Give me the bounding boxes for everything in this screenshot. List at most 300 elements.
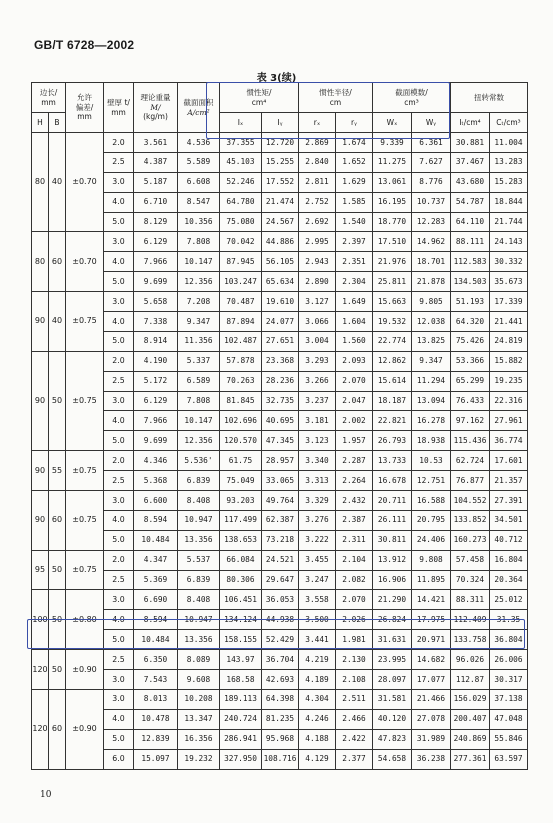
table-cell: 21.441 [490,312,528,332]
cell-H: 90 [32,292,49,352]
table-cell: 10.737 [412,192,451,212]
table-row [32,610,528,630]
cell-tolerance: ±0.90 [66,689,104,769]
table-cell: 10.947 [178,610,220,630]
table-row [32,590,528,610]
table-cell: 2.311 [336,530,373,550]
table-cell: 1.649 [336,292,373,312]
table-row [32,630,528,650]
table-cell: 1.540 [336,212,373,232]
table-cell: 4.346 [134,451,178,471]
table-cell: 4.219 [299,650,336,670]
table-cell: 102.487 [220,331,262,351]
cell-wall-thickness: 4.0 [104,312,134,332]
table-cell: 103.247 [220,272,262,292]
cell-wall-thickness: 4.0 [104,510,134,530]
table-cell: 12.356 [178,272,220,292]
table-cell: 6.361 [412,133,451,153]
table-cell: 13.347 [178,709,220,729]
table-cell: 33.065 [262,471,299,491]
table-row [32,471,528,491]
table-cell: 70.263 [220,371,262,391]
table-cell: 112.409 [451,610,490,630]
table-cell: 64.320 [451,312,490,332]
table-cell: 73.218 [262,530,299,550]
cell-tolerance: ±0.75 [66,451,104,491]
table-cell: 30.881 [451,133,490,153]
table-cell: 11.294 [412,371,451,391]
table-cell: 2.264 [336,471,373,491]
table-cell: 4.347 [134,550,178,570]
table-body [32,133,528,770]
cell-wall-thickness: 4.0 [104,192,134,212]
table-cell: 158.155 [220,630,262,650]
table-cell: 168.58 [220,670,262,690]
table-cell: 16.195 [373,192,412,212]
table-cell: 34.501 [490,510,528,530]
table-cell: 1.560 [336,331,373,351]
table-cell: 18.770 [373,212,412,232]
table-cell: 87.894 [220,312,262,332]
col-Wy: Wᵧ [412,113,451,133]
table-cell: 5.589 [178,152,220,172]
table-cell: 16.278 [412,411,451,431]
table-cell: 10.478 [134,709,178,729]
table-cell: 24.819 [490,331,528,351]
table-cell: 117.499 [220,510,262,530]
table-cell: 31.989 [412,729,451,749]
table-cell: 52.246 [220,172,262,192]
table-cell: 30.811 [373,530,412,550]
cell-wall-thickness: 2.0 [104,550,134,570]
table-cell: 64.780 [220,192,262,212]
table-cell: 10.484 [134,630,178,650]
table-cell: 97.162 [451,411,490,431]
table-row [32,292,528,312]
table-cell: 63.597 [490,749,528,769]
table-cell: 2.869 [299,133,336,153]
cell-H: 100 [32,590,49,650]
table-cell: 65.299 [451,371,490,391]
table-caption: 表 3(续) [256,73,297,84]
table-cell: 9.699 [134,272,178,292]
table-cell: 12.862 [373,351,412,371]
table-cell: 88.311 [451,590,490,610]
table-cell: 26.111 [373,510,412,530]
table-cell: 76.433 [451,391,490,411]
table-cell: 2.943 [299,252,336,272]
table-cell: 13.283 [490,152,528,172]
table-cell: 55.846 [490,729,528,749]
table-cell: 17.510 [373,232,412,252]
table-cell: 27.078 [412,709,451,729]
cell-wall-thickness: 5.0 [104,630,134,650]
table-cell: 2.287 [336,451,373,471]
table-cell: 16.356 [178,729,220,749]
table-cell: 9.608 [178,670,220,690]
col-B: B [49,113,66,133]
table-cell: 28.097 [373,670,412,690]
table-cell: 25.012 [490,590,528,610]
table-cell: 24.521 [262,550,299,570]
table-cell: 19.235 [490,371,528,391]
table-row [32,411,528,431]
table-cell: 3.127 [299,292,336,312]
table-cell: 24.567 [262,212,299,232]
table-cell: 66.084 [220,550,262,570]
table-cell: 18.844 [490,192,528,212]
table-cell: 62.724 [451,451,490,471]
col-Ix: Iₓ [220,113,262,133]
cell-tolerance: ±0.90 [66,650,104,690]
standard-code: GB/T 6728—2002 [34,38,135,52]
table-cell: 24.077 [262,312,299,332]
table-cell: 13.825 [412,331,451,351]
table-row [32,689,528,709]
table-cell: 6.350 [134,650,178,670]
table-cell: 21.466 [412,689,451,709]
table-cell: 2.692 [299,212,336,232]
table-cell: 112.583 [451,252,490,272]
col-ry: rᵧ [336,113,373,133]
table-cell: 2.002 [336,411,373,431]
table-row [32,650,528,670]
table-cell: 3.247 [299,570,336,590]
cell-B: 55 [49,451,66,491]
table-cell: 7.808 [178,232,220,252]
cell-wall-thickness: 4.0 [104,709,134,729]
table-cell: 22.821 [373,411,412,431]
table-cell: 1.652 [336,152,373,172]
table-cell: 4.246 [299,709,336,729]
table-cell: 45.103 [220,152,262,172]
table-cell: 1.674 [336,133,373,153]
table-cell: 200.407 [451,709,490,729]
table-cell: 1.604 [336,312,373,332]
page-number: 10 [40,790,52,800]
table-cell: 6.839 [178,570,220,590]
table-row [32,431,528,451]
table-cell: 6.690 [134,590,178,610]
table-cell: 75.080 [220,212,262,232]
table-cell: 56.105 [262,252,299,272]
table-cell: 2.104 [336,550,373,570]
table-row [32,709,528,729]
tolerance-header: 允许 偏差/ mm [66,83,104,133]
table-cell: 3.123 [299,431,336,451]
table-cell: 6.608 [178,172,220,192]
table-row [32,510,528,530]
table-cell: 7.627 [412,152,451,172]
table-cell: 6.589 [178,371,220,391]
table-cell: 3.222 [299,530,336,550]
table-cell: 30.332 [490,252,528,272]
table-cell: 16.906 [373,570,412,590]
table-row [32,272,528,292]
table-cell: 2.304 [336,272,373,292]
table-row [32,252,528,272]
table-cell: 133.852 [451,510,490,530]
table-cell: 88.111 [451,232,490,252]
table-cell: 19.610 [262,292,299,312]
cell-wall-thickness: 3.0 [104,670,134,690]
cell-wall-thickness: 5.0 [104,212,134,232]
table-cell: 5.368 [134,471,178,491]
table-row [32,232,528,252]
table-cell: 15.882 [490,351,528,371]
table-cell: 75.049 [220,471,262,491]
table-cell: 52.429 [262,630,299,650]
table-cell: 2.432 [336,491,373,511]
table-cell: 28.957 [262,451,299,471]
table-cell: 10.147 [178,411,220,431]
table-cell: 8.547 [178,192,220,212]
cell-H: 80 [32,133,49,232]
table-cell: 4.129 [299,749,336,769]
table-cell: 27.961 [490,411,528,431]
cell-tolerance: ±0.75 [66,292,104,352]
table-cell: 14.962 [412,232,451,252]
table-cell: 24.406 [412,530,451,550]
table-cell: 75.426 [451,331,490,351]
table-cell: 44.886 [262,232,299,252]
cell-H: 90 [32,451,49,491]
table-cell: 1.629 [336,172,373,192]
table-cell: 18.187 [373,391,412,411]
table-cell: 19.532 [373,312,412,332]
cell-wall-thickness: 6.0 [104,749,134,769]
table-cell: 37.467 [451,152,490,172]
table-cell: 70.324 [451,570,490,590]
col-It: Iₜ/cm⁴ [451,113,490,133]
table-cell: 32.735 [262,391,299,411]
table-cell: 21.357 [490,471,528,491]
table-row [32,312,528,332]
section-modulus-header: 截面模数/ cm³ [373,83,451,113]
table-cell: 20.795 [412,510,451,530]
cell-wall-thickness: 2.5 [104,650,134,670]
table-cell: 3.441 [299,630,336,650]
cell-B: 40 [49,133,66,232]
table-cell: 27.651 [262,331,299,351]
table-cell: 11.356 [178,331,220,351]
table-cell: 20.364 [490,570,528,590]
table-cell: 12.038 [412,312,451,332]
cell-wall-thickness: 3.0 [104,391,134,411]
table-cell: 2.752 [299,192,336,212]
table-cell: 8.408 [178,590,220,610]
cell-tolerance: ±0.75 [66,491,104,551]
table-cell: 62.387 [262,510,299,530]
table-cell: 12.720 [262,133,299,153]
table-cell: 17.975 [412,610,451,630]
table-cell: 65.634 [262,272,299,292]
table-cell: 21.474 [262,192,299,212]
col-Iy: Iᵧ [262,113,299,133]
table-cell: 15.097 [134,749,178,769]
table-cell: 36.774 [490,431,528,451]
wall-thickness-header: 壁厚 t/ mm [104,83,134,133]
table-cell: 6.710 [134,192,178,212]
table-cell: 47.823 [373,729,412,749]
cell-H: 90 [32,491,49,551]
table-cell: 15.283 [490,172,528,192]
table-cell: 11.275 [373,152,412,172]
table-cell: 115.436 [451,431,490,451]
table-cell: 24.143 [490,232,528,252]
table-cell: 120.570 [220,431,262,451]
theoretical-mass-header: 理论重量 M/ (kg/m) [134,83,178,133]
table-cell: 80.306 [220,570,262,590]
table-row [32,212,528,232]
table-cell: 36.804 [490,630,528,650]
table-cell: 16.588 [412,491,451,511]
table-cell: 16.804 [490,550,528,570]
table-cell: 8.594 [134,610,178,630]
table-cell: 95.968 [262,729,299,749]
table-cell: 31.581 [373,689,412,709]
section-area-header: 截面面积 A/cm² [178,83,220,133]
table-cell: 13.356 [178,530,220,550]
table-cell: 6.839 [178,471,220,491]
table-cell: 87.945 [220,252,262,272]
table-cell: 14.682 [412,650,451,670]
table-cell: 96.026 [451,650,490,670]
table-cell: 3.276 [299,510,336,530]
table-cell: 11.004 [490,133,528,153]
table-cell: 31.35 [490,610,528,630]
table-cell: 2.377 [336,749,373,769]
cell-wall-thickness: 3.0 [104,232,134,252]
table-cell: 13.356 [178,630,220,650]
table-cell: 37.355 [220,133,262,153]
table-cell: 4.190 [134,351,178,371]
table-cell: 7.808 [178,391,220,411]
table-cell: 4.189 [299,670,336,690]
table-cell: 53.366 [451,351,490,371]
table-cell: 9.339 [373,133,412,153]
cell-wall-thickness: 5.0 [104,272,134,292]
table-cell: 8.089 [178,650,220,670]
cell-wall-thickness: 2.5 [104,152,134,172]
table-cell: 5.187 [134,172,178,192]
table-cell: 13.733 [373,451,412,471]
cell-tolerance: ±0.70 [66,232,104,292]
table-cell: 8.129 [134,212,178,232]
table-cell: 9.347 [178,312,220,332]
table-cell: 9.699 [134,431,178,451]
cell-wall-thickness: 2.5 [104,471,134,491]
table-cell: 10.484 [134,530,178,550]
table-cell: 2.351 [336,252,373,272]
cell-wall-thickness: 5.0 [104,729,134,749]
table-cell: 81.845 [220,391,262,411]
cell-tolerance: ±0.75 [66,550,104,590]
table-cell: 160.273 [451,530,490,550]
table-cell: 61.75 [220,451,262,471]
table-cell: 12.751 [412,471,451,491]
table-row [32,351,528,371]
table-cell: 10.147 [178,252,220,272]
table-cell: 27.391 [490,491,528,511]
table-row [32,729,528,749]
table-row [32,192,528,212]
table-cell: 40.695 [262,411,299,431]
table-cell: 20.971 [412,630,451,650]
table-cell: 8.408 [178,491,220,511]
table-cell: 7.208 [178,292,220,312]
table-cell: 3.181 [299,411,336,431]
table-cell: 3.340 [299,451,336,471]
table-cell: 10.53 [412,451,451,471]
table-cell: 8.776 [412,172,451,192]
table-cell: 112.87 [451,670,490,690]
radius-of-gyration-header: 惯性半径/ cm [299,83,373,113]
torsion-constant-header: 扭转常数 [451,83,528,113]
table-cell: 134.503 [451,272,490,292]
table-cell: 7.966 [134,252,178,272]
table-cell: 4.536 [178,133,220,153]
table-row [32,391,528,411]
table-cell: 26.824 [373,610,412,630]
table-cell: 6.600 [134,491,178,511]
table-cell: 2.108 [336,670,373,690]
table-cell: 23.368 [262,351,299,371]
table-cell: 104.552 [451,491,490,511]
table-cell: 70.487 [220,292,262,312]
table-row [32,550,528,570]
table-row [32,172,528,192]
table-cell: 108.716 [262,749,299,769]
table-cell: 2.811 [299,172,336,192]
col-H: H [32,113,49,133]
cell-H: 80 [32,232,49,292]
cell-B: 50 [49,650,66,690]
table-cell: 15.663 [373,292,412,312]
table-cell: 2.026 [336,610,373,630]
table-cell: 286.941 [220,729,262,749]
table-cell: 2.082 [336,570,373,590]
table-cell: 2.130 [336,650,373,670]
cell-B: 50 [49,351,66,450]
table-cell: 12.356 [178,431,220,451]
cell-wall-thickness: 4.0 [104,252,134,272]
table-cell: 35.673 [490,272,528,292]
table-cell: 240.869 [451,729,490,749]
table-cell: 277.361 [451,749,490,769]
cell-B: 60 [49,232,66,292]
table-cell: 9.347 [412,351,451,371]
table-row [32,570,528,590]
table-row [32,371,528,391]
table-cell: 2.466 [336,709,373,729]
cell-wall-thickness: 3.0 [104,590,134,610]
table-cell: 2.070 [336,371,373,391]
cell-wall-thickness: 2.5 [104,570,134,590]
table-cell: 10.947 [178,510,220,530]
table-cell: 31.631 [373,630,412,650]
table-cell: 40.120 [373,709,412,729]
table-cell: 3.237 [299,391,336,411]
cell-wall-thickness: 5.0 [104,331,134,351]
table-cell: 3.066 [299,312,336,332]
table-cell: 7.543 [134,670,178,690]
table-cell: 42.693 [262,670,299,690]
table-cell: 21.878 [412,272,451,292]
table-cell: 51.193 [451,292,490,312]
table-cell: 1.585 [336,192,373,212]
cell-wall-thickness: 4.0 [104,411,134,431]
